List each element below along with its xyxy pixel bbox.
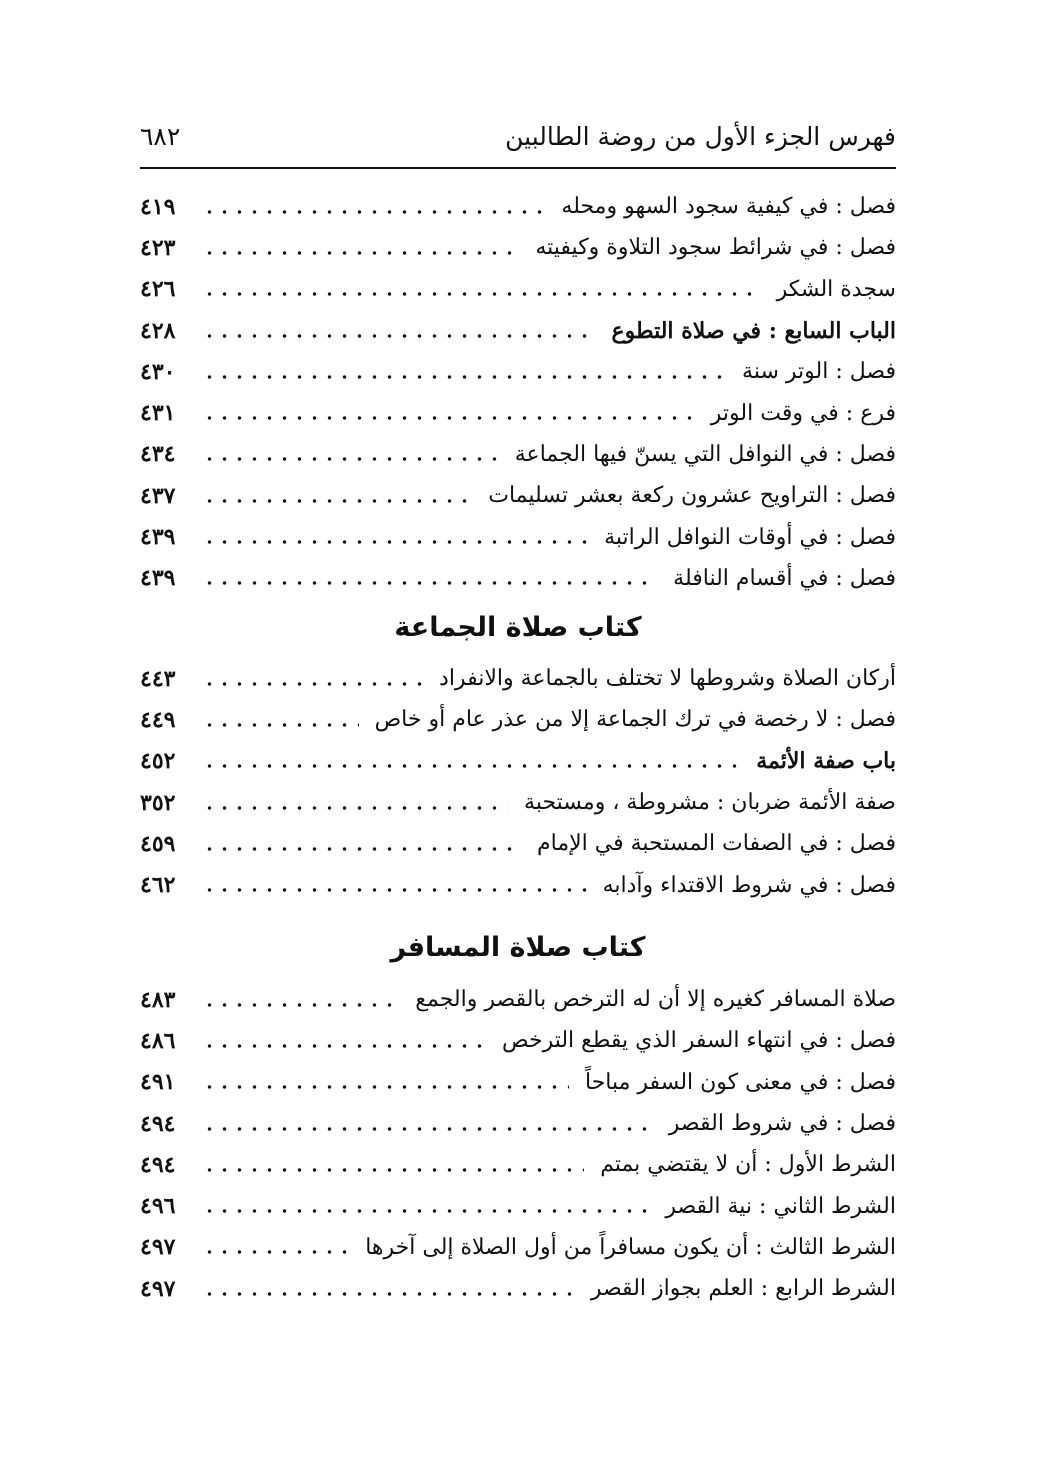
toc-entry xyxy=(140,1268,896,1309)
toc-entry-page-number: ٤٤٩ xyxy=(140,706,176,733)
book-title-traveler-prayer: كتاب صلاة المسافر xyxy=(390,932,646,963)
toc-entry xyxy=(140,392,896,433)
toc-entry xyxy=(140,1144,896,1185)
toc-entry-page-number: ٤٩٤ xyxy=(140,1110,176,1137)
dot-leader xyxy=(202,498,472,504)
dot-leader xyxy=(202,805,508,811)
dot-leader xyxy=(202,291,761,297)
toc-entry-title: فصل : في شروط القصر xyxy=(668,1111,896,1137)
dot-leader xyxy=(202,1167,584,1173)
header-page-number: ٦٨٢ xyxy=(140,122,181,151)
toc-entry-title: فصل : في انتهاء السفر الذي يقطع الترخص xyxy=(502,1028,896,1054)
toc-entry xyxy=(140,658,896,699)
toc-entry-title: فصل : في شرائط سجود التلاوة وكيفيته xyxy=(535,235,896,261)
toc-entry xyxy=(140,1185,896,1226)
toc-entry xyxy=(140,1062,896,1103)
dot-leader xyxy=(202,250,519,256)
toc-entry-title: فصل : في أقسام النافلة xyxy=(673,565,896,591)
toc-entry-title: الشرط الثاني : نية القصر xyxy=(665,1193,896,1219)
dot-leader xyxy=(202,1249,349,1255)
toc-entry-page-number: ٤٨٣ xyxy=(140,986,176,1013)
dot-leader xyxy=(202,580,657,586)
toc-entry xyxy=(140,823,896,864)
toc-entry-page-number: ٤٩٤ xyxy=(140,1151,176,1178)
dot-leader xyxy=(202,846,521,852)
dot-leader xyxy=(202,209,545,215)
toc-entry-page-number: ٣٥٢ xyxy=(140,789,176,816)
toc-entry-page-number: ٤٩٦ xyxy=(140,1193,176,1220)
dot-leader xyxy=(202,763,740,769)
toc-entry xyxy=(140,351,896,392)
toc-entry-title: الباب السابع : في صلاة التطوع xyxy=(611,317,896,344)
toc-entry-page-number: ٤٨٦ xyxy=(140,1027,176,1054)
toc-entry xyxy=(140,979,896,1020)
toc-entry-page-number: ٤٥٩ xyxy=(140,830,176,857)
toc-section-traveler-prayer xyxy=(140,979,896,1309)
toc-entry xyxy=(140,558,896,599)
toc-entry-title: فصل : في شروط الاقتداء وآدابه xyxy=(602,872,896,898)
toc-entry-title: الشرط الرابع : العلم بجواز القصر xyxy=(590,1276,896,1302)
dot-leader xyxy=(202,681,423,687)
toc-entry-page-number: ٤٢٦ xyxy=(140,276,176,303)
dot-leader xyxy=(202,1126,653,1132)
toc-entry-title: صلاة المسافر كغيره إلا أن له الترخص بالقصر والجمع xyxy=(415,987,896,1013)
toc-section-prayer-continued xyxy=(140,186,896,599)
toc-entry-page-number: ٤٩٧ xyxy=(140,1275,176,1302)
toc-entry xyxy=(140,782,896,823)
toc-entry-page-number: ٤٩١ xyxy=(140,1069,176,1096)
toc-entry-title: الشرط الثالث : أن يكون مسافراً من أول الصلاة إلى آخرها xyxy=(365,1234,896,1260)
dot-leader xyxy=(202,1208,649,1214)
dot-leader xyxy=(202,539,588,545)
toc-entry-page-number: ٤٢٣ xyxy=(140,234,176,261)
toc-entry-title: فصل : في الصفات المستحبة في الإمام xyxy=(537,831,896,857)
toc-entry xyxy=(140,269,896,310)
toc-entry xyxy=(140,475,896,516)
running-header xyxy=(140,118,896,166)
toc-entry-page-number: ٤٣٧ xyxy=(140,482,176,509)
dot-leader xyxy=(202,1084,569,1090)
header-rule xyxy=(140,167,896,169)
toc-entry-page-number: ٤٣٠ xyxy=(140,358,176,385)
toc-entry xyxy=(140,1020,896,1061)
toc-entry-title: سجدة الشكر xyxy=(776,276,896,302)
toc-entry xyxy=(140,310,896,351)
dot-leader xyxy=(202,415,695,421)
toc-entry-title: الشرط الأول : أن لا يقتضي بمتم xyxy=(600,1152,896,1178)
toc-entry-title: صفة الأئمة ضربان : مشروطة ، ومستحبة xyxy=(524,790,896,816)
toc-entry xyxy=(140,227,896,268)
toc-entry xyxy=(140,186,896,227)
dot-leader xyxy=(202,456,499,462)
toc-entry-title: فصل : في أوقات النوافل الراتبة xyxy=(604,524,896,550)
toc-entry-page-number: ٤٤٣ xyxy=(140,665,176,692)
toc-entry xyxy=(140,1103,896,1144)
toc-section-congregational-prayer xyxy=(140,658,896,906)
toc-entry-title: فصل : في كيفية سجود السهو ومحله xyxy=(561,194,896,220)
toc-entry-page-number: ٤٣١ xyxy=(140,400,176,427)
toc-entry-title: فصل : في النوافل التي يسنّ فيها الجماعة xyxy=(514,441,896,467)
toc-entry-title: فصل : لا رخصة في ترك الجماعة إلا من عذر عام أو خاص xyxy=(374,707,896,733)
dot-leader xyxy=(202,1043,486,1049)
toc-entry-page-number: ٤٥٢ xyxy=(140,748,176,775)
toc-entry-title: فصل : التراويح عشرون ركعة بعشر تسليمات xyxy=(488,483,896,509)
dot-leader xyxy=(202,374,726,380)
toc-entry-page-number: ٤٩٧ xyxy=(140,1234,176,1261)
toc-entry-page-number: ٤٣٩ xyxy=(140,565,176,592)
toc-entry-page-number: ٤١٩ xyxy=(140,193,176,220)
toc-entry xyxy=(140,741,896,782)
toc-entry-page-number: ٤٢٨ xyxy=(140,317,176,344)
toc-entry xyxy=(140,516,896,557)
toc-entry-title: باب صفة الأئمة xyxy=(756,748,896,775)
toc-entry-title: فصل : في معنى كون السفر مباحاً xyxy=(585,1069,896,1095)
dot-leader xyxy=(202,722,359,728)
book-title-congregational-prayer: كتاب صلاة الجماعة xyxy=(394,612,642,643)
toc-entry-page-number: ٤٣٤ xyxy=(140,441,176,468)
toc-entry-page-number: ٤٣٩ xyxy=(140,524,176,551)
toc-entry-title: فرع : في وقت الوتر xyxy=(710,400,896,426)
toc-entry xyxy=(140,434,896,475)
toc-entry-title: أركان الصلاة وشروطها لا تختلف بالجماعة والانفراد xyxy=(439,666,896,692)
toc-entry xyxy=(140,1227,896,1268)
dot-leader xyxy=(202,1002,399,1008)
toc-entry xyxy=(140,699,896,740)
dot-leader xyxy=(202,333,596,339)
dot-leader xyxy=(202,1291,575,1297)
toc-entry-page-number: ٤٦٢ xyxy=(140,872,176,899)
header-title: فهرس الجزء الأول من روضة الطالبين xyxy=(505,122,896,151)
dot-leader xyxy=(202,887,587,893)
toc-entry xyxy=(140,864,896,905)
toc-entry-title: فصل : الوتر سنة xyxy=(742,359,896,385)
